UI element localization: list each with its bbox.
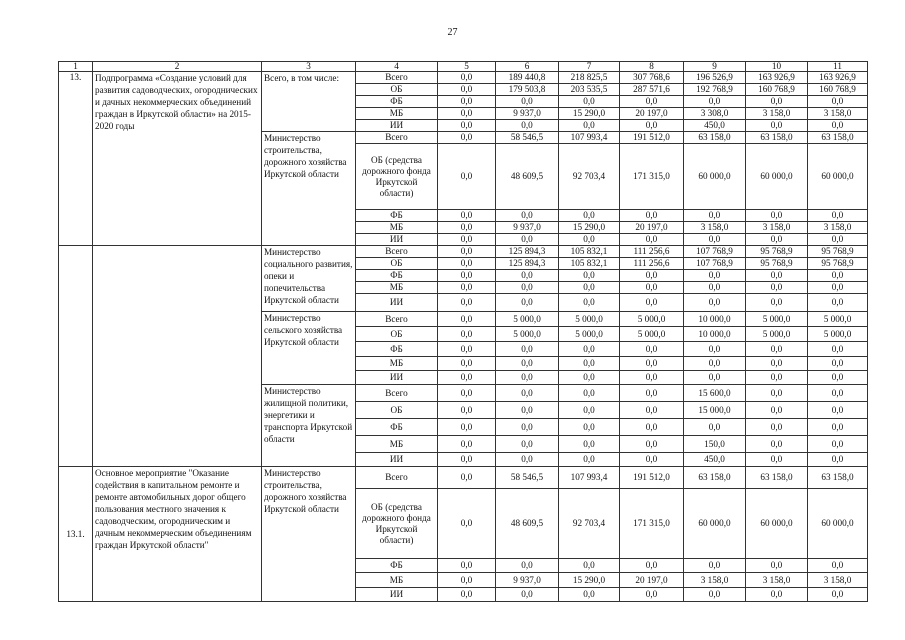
amount-cell: 3 308,0 [684,108,746,120]
amount-cell: 95 768,9 [746,258,808,270]
amount-cell: 20 197,0 [620,222,684,234]
amount-cell: 0,0 [620,96,684,108]
amount-cell: 171 315,0 [620,144,684,210]
amount-cell: 0,0 [559,270,620,282]
page-number: 27 [447,27,458,38]
column-number: 5 [438,62,496,72]
executor-name: Всего, в том числе: [262,72,356,132]
amount-cell: 0,0 [438,357,496,371]
amount-cell: 450,0 [684,453,746,467]
amount-cell: 0,0 [496,453,559,467]
amount-cell: 0,0 [496,294,559,312]
funding-source: ОБ (средства дорожного фонда Иркутской области) [356,489,438,559]
amount-cell: 0,0 [684,96,746,108]
amount-cell: 0,0 [746,120,808,132]
amount-cell: 0,0 [620,419,684,436]
column-number: 2 [93,62,262,72]
amount-cell: 15 290,0 [559,222,620,234]
amount-cell: 0,0 [746,559,808,573]
funding-source: МБ [356,108,438,120]
amount-cell: 179 503,8 [496,84,559,96]
amount-cell: 0,0 [620,294,684,312]
funding-source: МБ [356,573,438,588]
amount-cell: 0,0 [496,385,559,402]
amount-cell: 0,0 [559,342,620,357]
amount-cell: 0,0 [438,402,496,419]
amount-cell: 58 546,5 [496,467,559,489]
amount-cell: 163 926,9 [808,72,868,84]
amount-cell: 0,0 [438,312,496,327]
amount-cell: 111 256,6 [620,258,684,270]
amount-cell: 0,0 [746,385,808,402]
amount-cell: 0,0 [496,282,559,294]
amount-cell: 0,0 [746,436,808,453]
amount-cell: 0,0 [808,282,868,294]
amount-cell: 0,0 [438,294,496,312]
item-number [59,246,93,467]
amount-cell: 0,0 [559,453,620,467]
funding-source: ФБ [356,342,438,357]
amount-cell: 0,0 [438,559,496,573]
amount-cell: 0,0 [620,342,684,357]
amount-cell: 0,0 [746,453,808,467]
amount-cell: 5 000,0 [808,312,868,327]
funding-source: ФБ [356,559,438,573]
amount-cell: 63 158,0 [746,467,808,489]
table-row [59,72,868,84]
funding-source: ИИ [356,294,438,312]
funding-table [58,61,868,602]
amount-cell: 0,0 [808,436,868,453]
amount-cell: 0,0 [496,371,559,385]
amount-cell: 0,0 [620,453,684,467]
amount-cell: 287 571,6 [620,84,684,96]
column-number: 11 [808,62,868,72]
amount-cell: 171 315,0 [620,489,684,559]
amount-cell: 0,0 [620,282,684,294]
amount-cell: 105 832,1 [559,246,620,258]
amount-cell: 0,0 [620,436,684,453]
amount-cell: 0,0 [438,489,496,559]
amount-cell: 0,0 [496,120,559,132]
amount-cell: 0,0 [620,234,684,246]
amount-cell: 0,0 [559,559,620,573]
amount-cell: 0,0 [684,282,746,294]
funding-source: ИИ [356,371,438,385]
funding-source: ИИ [356,234,438,246]
amount-cell: 15 290,0 [559,108,620,120]
funding-source: Всего [356,132,438,144]
amount-cell: 0,0 [684,559,746,573]
amount-cell: 0,0 [559,371,620,385]
program-name: Основное мероприятие "Оказание содействия в капитальном ремонте и ремонте автомобильных дорог общего пользования местного значения к садоводческим, огородническим и дачным некоммерческим объединениям граждан Иркутской области" [93,467,262,602]
amount-cell: 0,0 [559,120,620,132]
amount-cell: 5 000,0 [559,327,620,342]
amount-cell: 0,0 [438,436,496,453]
amount-cell: 0,0 [808,234,868,246]
item-number: 13.1. [59,467,93,602]
amount-cell: 5 000,0 [746,312,808,327]
amount-cell: 3 158,0 [746,573,808,588]
funding-source: ОБ (средства дорожного фонда Иркутской области) [356,144,438,210]
amount-cell: 0,0 [746,357,808,371]
amount-cell: 0,0 [496,210,559,222]
header-row [59,62,868,72]
amount-cell: 0,0 [438,258,496,270]
amount-cell: 60 000,0 [684,144,746,210]
amount-cell: 0,0 [496,419,559,436]
amount-cell: 92 703,4 [559,489,620,559]
amount-cell: 0,0 [438,246,496,258]
amount-cell: 0,0 [496,357,559,371]
amount-cell: 163 926,9 [746,72,808,84]
amount-cell: 0,0 [684,234,746,246]
amount-cell: 5 000,0 [496,327,559,342]
amount-cell: 0,0 [438,327,496,342]
amount-cell: 3 158,0 [746,222,808,234]
amount-cell: 0,0 [438,222,496,234]
amount-cell: 0,0 [746,342,808,357]
amount-cell: 192 768,9 [684,84,746,96]
column-number: 10 [746,62,808,72]
funding-source: ОБ [356,327,438,342]
amount-cell: 0,0 [496,588,559,602]
amount-cell: 0,0 [496,234,559,246]
amount-cell: 107 768,9 [684,246,746,258]
amount-cell: 60 000,0 [746,489,808,559]
amount-cell: 15 290,0 [559,573,620,588]
funding-source: ОБ [356,402,438,419]
amount-cell: 0,0 [808,294,868,312]
amount-cell: 0,0 [684,357,746,371]
amount-cell: 0,0 [746,210,808,222]
amount-cell: 0,0 [746,402,808,419]
amount-cell: 0,0 [559,385,620,402]
funding-source: МБ [356,436,438,453]
amount-cell: 60 000,0 [808,144,868,210]
funding-source: ОБ [356,258,438,270]
amount-cell: 0,0 [808,120,868,132]
column-number: 3 [262,62,356,72]
table-row [59,467,868,489]
amount-cell: 9 937,0 [496,108,559,120]
amount-cell: 0,0 [620,385,684,402]
funding-source: ИИ [356,588,438,602]
amount-cell: 0,0 [620,559,684,573]
amount-cell: 0,0 [438,573,496,588]
amount-cell: 0,0 [496,342,559,357]
amount-cell: 5 000,0 [620,327,684,342]
amount-cell: 0,0 [496,402,559,419]
funding-source: Всего [356,467,438,489]
amount-cell: 5 000,0 [559,312,620,327]
amount-cell: 3 158,0 [808,222,868,234]
amount-cell: 107 993,4 [559,467,620,489]
funding-source: МБ [356,282,438,294]
funding-source: ФБ [356,96,438,108]
amount-cell: 0,0 [808,371,868,385]
funding-source: ФБ [356,419,438,436]
amount-cell: 0,0 [438,84,496,96]
amount-cell: 0,0 [559,294,620,312]
amount-cell: 58 546,5 [496,132,559,144]
amount-cell: 0,0 [746,96,808,108]
amount-cell: 3 158,0 [746,108,808,120]
amount-cell: 63 158,0 [808,132,868,144]
amount-cell: 3 158,0 [684,573,746,588]
column-number: 9 [684,62,746,72]
amount-cell: 0,0 [438,385,496,402]
executor-name: Министерство жилищной политики, энергетики и транспорта Иркутской области [262,385,356,467]
amount-cell: 0,0 [746,234,808,246]
amount-cell: 0,0 [620,270,684,282]
amount-cell: 107 768,9 [684,258,746,270]
amount-cell: 0,0 [808,588,868,602]
amount-cell: 3 158,0 [808,108,868,120]
amount-cell: 60 000,0 [684,489,746,559]
amount-cell: 0,0 [559,436,620,453]
amount-cell: 0,0 [746,371,808,385]
funding-source: ФБ [356,270,438,282]
amount-cell: 0,0 [620,120,684,132]
amount-cell: 0,0 [438,144,496,210]
amount-cell: 0,0 [808,402,868,419]
amount-cell: 0,0 [438,96,496,108]
executor-name: Министерство строительства, дорожного хозяйства Иркутской области [262,467,356,602]
executor-name: Министерство социального развития, опеки и попечительства Иркутской области [262,246,356,312]
amount-cell: 450,0 [684,120,746,132]
amount-cell: 125 894,3 [496,246,559,258]
amount-cell: 95 768,9 [808,258,868,270]
amount-cell: 63 158,0 [684,132,746,144]
amount-cell: 0,0 [808,342,868,357]
funding-source: ИИ [356,120,438,132]
funding-source: ИИ [356,453,438,467]
amount-cell: 0,0 [559,96,620,108]
amount-cell: 20 197,0 [620,573,684,588]
amount-cell: 0,0 [808,357,868,371]
amount-cell: 125 894,3 [496,258,559,270]
amount-cell: 0,0 [620,357,684,371]
amount-cell: 20 197,0 [620,108,684,120]
amount-cell: 150,0 [684,436,746,453]
amount-cell: 92 703,4 [559,144,620,210]
amount-cell: 3 158,0 [684,222,746,234]
amount-cell: 0,0 [559,402,620,419]
amount-cell: 10 000,0 [684,312,746,327]
amount-cell: 3 158,0 [808,573,868,588]
amount-cell: 5 000,0 [808,327,868,342]
amount-cell: 60 000,0 [746,144,808,210]
amount-cell: 0,0 [746,294,808,312]
amount-cell: 0,0 [620,210,684,222]
amount-cell: 0,0 [684,270,746,282]
amount-cell: 0,0 [438,467,496,489]
amount-cell: 9 937,0 [496,222,559,234]
amount-cell: 95 768,9 [808,246,868,258]
column-number: 1 [59,62,93,72]
amount-cell: 63 158,0 [746,132,808,144]
amount-cell: 0,0 [684,419,746,436]
funding-source: ФБ [356,210,438,222]
amount-cell: 160 768,9 [746,84,808,96]
amount-cell: 196 526,9 [684,72,746,84]
amount-cell: 10 000,0 [684,327,746,342]
amount-cell: 5 000,0 [620,312,684,327]
amount-cell: 0,0 [438,453,496,467]
amount-cell: 0,0 [808,210,868,222]
column-number: 4 [356,62,438,72]
amount-cell: 0,0 [808,453,868,467]
amount-cell: 0,0 [438,588,496,602]
amount-cell: 0,0 [620,402,684,419]
funding-source: Всего [356,312,438,327]
funding-source: Всего [356,246,438,258]
amount-cell: 307 768,6 [620,72,684,84]
amount-cell: 0,0 [746,282,808,294]
amount-cell: 0,0 [808,419,868,436]
amount-cell: 0,0 [684,342,746,357]
amount-cell: 189 440,8 [496,72,559,84]
amount-cell: 0,0 [438,120,496,132]
amount-cell: 0,0 [438,210,496,222]
amount-cell: 0,0 [438,234,496,246]
amount-cell: 105 832,1 [559,258,620,270]
amount-cell: 0,0 [496,270,559,282]
program-name [93,246,262,467]
amount-cell: 0,0 [620,371,684,385]
funding-source: Всего [356,385,438,402]
amount-cell: 15 000,0 [684,402,746,419]
amount-cell: 0,0 [746,270,808,282]
amount-cell: 191 512,0 [620,467,684,489]
amount-cell: 0,0 [496,559,559,573]
amount-cell: 0,0 [438,270,496,282]
amount-cell: 0,0 [559,234,620,246]
item-number: 13. [59,72,93,246]
amount-cell: 0,0 [438,342,496,357]
amount-cell: 48 609,5 [496,489,559,559]
amount-cell: 0,0 [684,210,746,222]
executor-name: Министерство сельского хозяйства Иркутской области [262,312,356,385]
amount-cell: 60 000,0 [808,489,868,559]
amount-cell: 111 256,6 [620,246,684,258]
amount-cell: 160 768,9 [808,84,868,96]
funding-source: МБ [356,222,438,234]
amount-cell: 0,0 [684,294,746,312]
amount-cell: 0,0 [620,588,684,602]
amount-cell: 63 158,0 [808,467,868,489]
amount-cell: 0,0 [496,436,559,453]
amount-cell: 0,0 [746,419,808,436]
amount-cell: 5 000,0 [746,327,808,342]
column-number: 6 [496,62,559,72]
funding-source: ОБ [356,84,438,96]
amount-cell: 0,0 [684,588,746,602]
amount-cell: 0,0 [808,96,868,108]
table-body [59,62,868,602]
amount-cell: 0,0 [496,96,559,108]
amount-cell: 5 000,0 [496,312,559,327]
amount-cell: 95 768,9 [746,246,808,258]
amount-cell: 0,0 [438,419,496,436]
funding-source: МБ [356,357,438,371]
amount-cell: 0,0 [438,108,496,120]
amount-cell: 48 609,5 [496,144,559,210]
amount-cell: 203 535,5 [559,84,620,96]
amount-cell: 107 993,4 [559,132,620,144]
amount-cell: 0,0 [438,282,496,294]
amount-cell: 0,0 [559,419,620,436]
amount-cell: 0,0 [559,282,620,294]
amount-cell: 0,0 [438,72,496,84]
amount-cell: 0,0 [808,270,868,282]
amount-cell: 63 158,0 [684,467,746,489]
amount-cell: 0,0 [559,588,620,602]
amount-cell: 0,0 [808,385,868,402]
column-number: 8 [620,62,684,72]
amount-cell: 0,0 [559,210,620,222]
table-row [59,246,868,258]
amount-cell: 9 937,0 [496,573,559,588]
amount-cell: 0,0 [746,588,808,602]
funding-source: Всего [356,72,438,84]
program-name: Подпрограмма «Создание условий для развития садоводческих, огороднических и дачных некоммерческих объединений граждан в Иркутской области» на 2015-2020 годы [93,72,262,246]
amount-cell: 0,0 [438,132,496,144]
amount-cell: 0,0 [559,357,620,371]
amount-cell: 0,0 [438,371,496,385]
amount-cell: 0,0 [684,371,746,385]
amount-cell: 218 825,5 [559,72,620,84]
amount-cell: 191 512,0 [620,132,684,144]
executor-name: Министерство строительства, дорожного хозяйства Иркутской области [262,132,356,246]
amount-cell: 0,0 [808,559,868,573]
column-number: 7 [559,62,620,72]
amount-cell: 15 600,0 [684,385,746,402]
